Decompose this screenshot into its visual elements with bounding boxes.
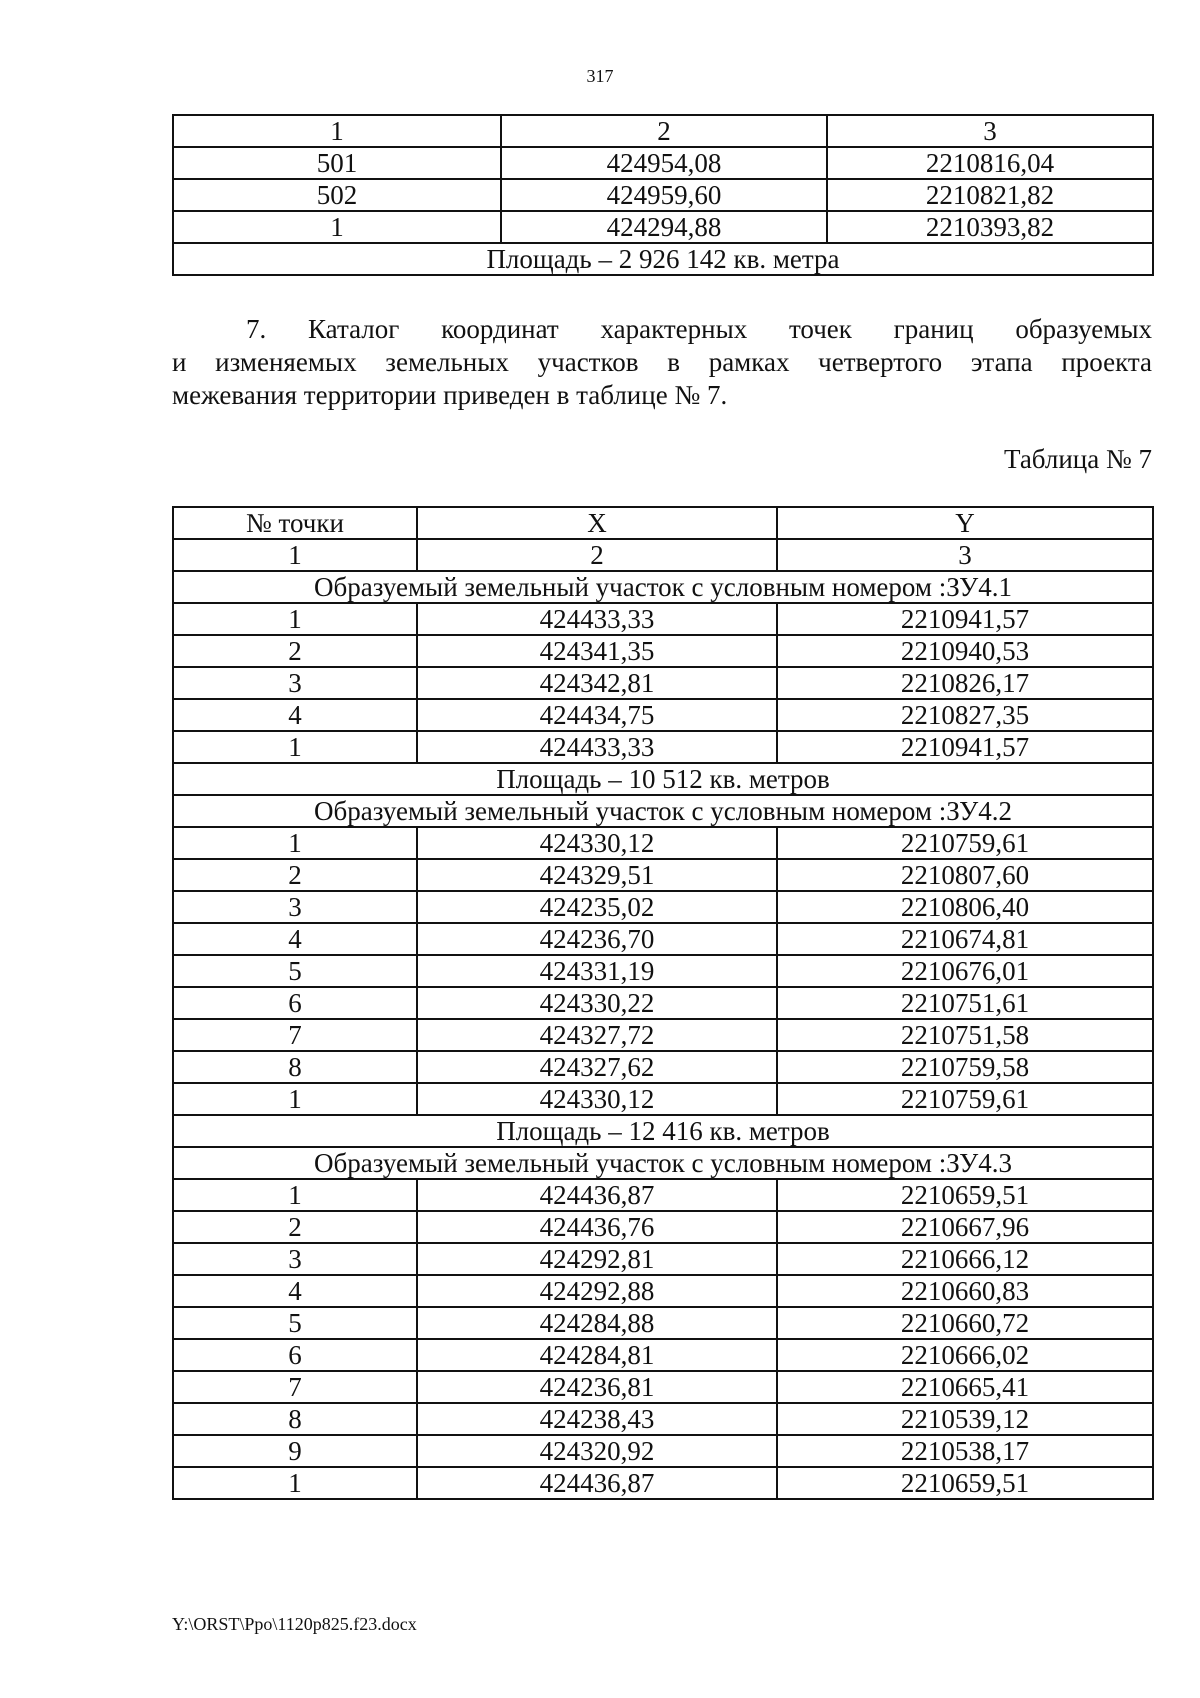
header-row xyxy=(173,507,1153,539)
table-row xyxy=(173,1211,1153,1243)
table-cell: 2210751,61 xyxy=(777,987,1153,1019)
parcel-title-cell: Образуемый земельный участок с условным номером :ЗУ4.1 xyxy=(173,571,1153,603)
table-cell: 501 xyxy=(173,147,501,179)
column-number-row xyxy=(173,115,1153,147)
table-cell: 2210659,51 xyxy=(777,1179,1153,1211)
parcel-title-row xyxy=(173,571,1153,603)
table-cell: 424330,12 xyxy=(417,827,777,859)
table-cell: 6 xyxy=(173,1339,417,1371)
table-row xyxy=(173,1051,1153,1083)
table-cell: 1 xyxy=(173,603,417,635)
table-cell: 424436,87 xyxy=(417,1467,777,1499)
table-row xyxy=(173,731,1153,763)
area-row xyxy=(173,243,1153,275)
table-row xyxy=(173,1403,1153,1435)
table-cell: 2210666,02 xyxy=(777,1339,1153,1371)
table-row xyxy=(173,667,1153,699)
table-row xyxy=(173,1083,1153,1115)
table-row xyxy=(173,1339,1153,1371)
parcel-title-cell: Образуемый земельный участок с условным номером :ЗУ4.2 xyxy=(173,795,1153,827)
column-number-cell: 2 xyxy=(501,115,827,147)
table-cell: 7 xyxy=(173,1019,417,1051)
coordinates-table-7 xyxy=(172,506,1154,1500)
table-row xyxy=(173,147,1153,179)
table-cell: 424329,51 xyxy=(417,859,777,891)
table-cell: 2210660,72 xyxy=(777,1307,1153,1339)
table-cell: 424330,22 xyxy=(417,987,777,1019)
table-cell: 424342,81 xyxy=(417,667,777,699)
table-row xyxy=(173,1019,1153,1051)
table-caption: Таблица № 7 xyxy=(1004,444,1152,474)
table-cell: 424320,92 xyxy=(417,1435,777,1467)
table-cell: 2210826,17 xyxy=(777,667,1153,699)
table-cell: 2 xyxy=(173,1211,417,1243)
table-cell: 424238,43 xyxy=(417,1403,777,1435)
table-cell: 7 xyxy=(173,1371,417,1403)
paragraph-line: и изменяемых земельных участков в рамках четвертого этапа проекта xyxy=(172,347,1152,377)
paragraph-line: 7. Каталог координат характерных точек границ образуемых xyxy=(246,314,1152,344)
table-cell: 2210676,01 xyxy=(777,955,1153,987)
area-cell: Площадь – 12 416 кв. метров xyxy=(173,1115,1153,1147)
table-cell: 2210807,60 xyxy=(777,859,1153,891)
table-cell: 424236,81 xyxy=(417,1371,777,1403)
table-cell: 2210940,53 xyxy=(777,635,1153,667)
table-cell: 424331,19 xyxy=(417,955,777,987)
table-cell: 4 xyxy=(173,1275,417,1307)
table-cell: 2210393,82 xyxy=(827,211,1153,243)
table-cell: 424341,35 xyxy=(417,635,777,667)
table-row xyxy=(173,1275,1153,1307)
table-cell: 9 xyxy=(173,1435,417,1467)
table-cell: 3 xyxy=(173,891,417,923)
table-row xyxy=(173,635,1153,667)
table-cell: 1 xyxy=(173,1179,417,1211)
table-cell: 424436,76 xyxy=(417,1211,777,1243)
table-cell: 424954,08 xyxy=(501,147,827,179)
table-row xyxy=(173,891,1153,923)
table-cell: 4 xyxy=(173,699,417,731)
column-number-cell: 3 xyxy=(827,115,1153,147)
table-cell: 2210759,61 xyxy=(777,1083,1153,1115)
table-cell: 2210759,61 xyxy=(777,827,1153,859)
table-cell: 424235,02 xyxy=(417,891,777,923)
table-cell: 424292,88 xyxy=(417,1275,777,1307)
table-cell: 5 xyxy=(173,955,417,987)
table-cell: 2210821,82 xyxy=(827,179,1153,211)
table-cell: 2210660,83 xyxy=(777,1275,1153,1307)
table-cell: 424959,60 xyxy=(501,179,827,211)
table-cell: 1 xyxy=(173,1083,417,1115)
footer-file-path: Y:\ORST\Ppo\1120p825.f23.docx xyxy=(172,1614,417,1634)
table-cell: 424434,75 xyxy=(417,699,777,731)
table-cell: 2210666,12 xyxy=(777,1243,1153,1275)
column-number-cell: 1 xyxy=(173,539,417,571)
table-cell: 2210827,35 xyxy=(777,699,1153,731)
table-cell: 8 xyxy=(173,1051,417,1083)
table-cell: 1 xyxy=(173,1467,417,1499)
table-cell: 2210751,58 xyxy=(777,1019,1153,1051)
table-cell: 424433,33 xyxy=(417,731,777,763)
catalog-paragraph xyxy=(172,313,1152,412)
table-cell: 6 xyxy=(173,987,417,1019)
table-cell: 424433,33 xyxy=(417,603,777,635)
parcel-title-row xyxy=(173,1147,1153,1179)
table-row xyxy=(173,1371,1153,1403)
table-cell: 3 xyxy=(173,1243,417,1275)
page-number: 317 xyxy=(586,66,614,86)
table-row xyxy=(173,1179,1153,1211)
table-cell: 2210659,51 xyxy=(777,1467,1153,1499)
table-cell: 3 xyxy=(173,667,417,699)
area-row xyxy=(173,1115,1153,1147)
table-row xyxy=(173,699,1153,731)
table-cell: 2210941,57 xyxy=(777,731,1153,763)
table-cell: 424236,70 xyxy=(417,923,777,955)
table-cell: 1 xyxy=(173,827,417,859)
table-cell: 2210806,40 xyxy=(777,891,1153,923)
table-cell: 424327,62 xyxy=(417,1051,777,1083)
table-cell: 424284,81 xyxy=(417,1339,777,1371)
area-cell: Площадь – 10 512 кв. метров xyxy=(173,763,1153,795)
table-cell: 1 xyxy=(173,211,501,243)
table-row xyxy=(173,211,1153,243)
table-cell: 2210941,57 xyxy=(777,603,1153,635)
table-cell: 424436,87 xyxy=(417,1179,777,1211)
table-row xyxy=(173,923,1153,955)
area-cell: Площадь – 2 926 142 кв. метра xyxy=(173,243,1153,275)
header-cell: X xyxy=(417,507,777,539)
previous-coordinates-table xyxy=(172,114,1154,276)
table-row xyxy=(173,603,1153,635)
column-number-row xyxy=(173,539,1153,571)
table-cell: 5 xyxy=(173,1307,417,1339)
table-cell: 424284,88 xyxy=(417,1307,777,1339)
parcel-title-row xyxy=(173,795,1153,827)
table-row xyxy=(173,1435,1153,1467)
column-number-cell: 1 xyxy=(173,115,501,147)
table-cell: 424292,81 xyxy=(417,1243,777,1275)
table-row xyxy=(173,955,1153,987)
table-cell: 2210538,17 xyxy=(777,1435,1153,1467)
table-cell: 2210759,58 xyxy=(777,1051,1153,1083)
table-row xyxy=(173,179,1153,211)
table-cell: 4 xyxy=(173,923,417,955)
table-row xyxy=(173,1467,1153,1499)
parcel-title-cell: Образуемый земельный участок с условным номером :ЗУ4.3 xyxy=(173,1147,1153,1179)
table-cell: 2210674,81 xyxy=(777,923,1153,955)
area-row xyxy=(173,763,1153,795)
table-row xyxy=(173,987,1153,1019)
table-cell: 2210667,96 xyxy=(777,1211,1153,1243)
header-cell: № точки xyxy=(173,507,417,539)
header-cell: Y xyxy=(777,507,1153,539)
table-cell: 2210665,41 xyxy=(777,1371,1153,1403)
table-cell: 2 xyxy=(173,635,417,667)
column-number-cell: 3 xyxy=(777,539,1153,571)
table-cell: 2210539,12 xyxy=(777,1403,1153,1435)
table-cell: 424330,12 xyxy=(417,1083,777,1115)
table-cell: 2210816,04 xyxy=(827,147,1153,179)
table-cell: 1 xyxy=(173,731,417,763)
paragraph-line: межевания территории приведен в таблице № 7. xyxy=(172,380,728,410)
table-cell: 2 xyxy=(173,859,417,891)
table-row xyxy=(173,859,1153,891)
table-cell: 502 xyxy=(173,179,501,211)
table-row xyxy=(173,827,1153,859)
table-row xyxy=(173,1243,1153,1275)
column-number-cell: 2 xyxy=(417,539,777,571)
table-cell: 424327,72 xyxy=(417,1019,777,1051)
table-row xyxy=(173,1307,1153,1339)
table-cell: 8 xyxy=(173,1403,417,1435)
table-cell: 424294,88 xyxy=(501,211,827,243)
